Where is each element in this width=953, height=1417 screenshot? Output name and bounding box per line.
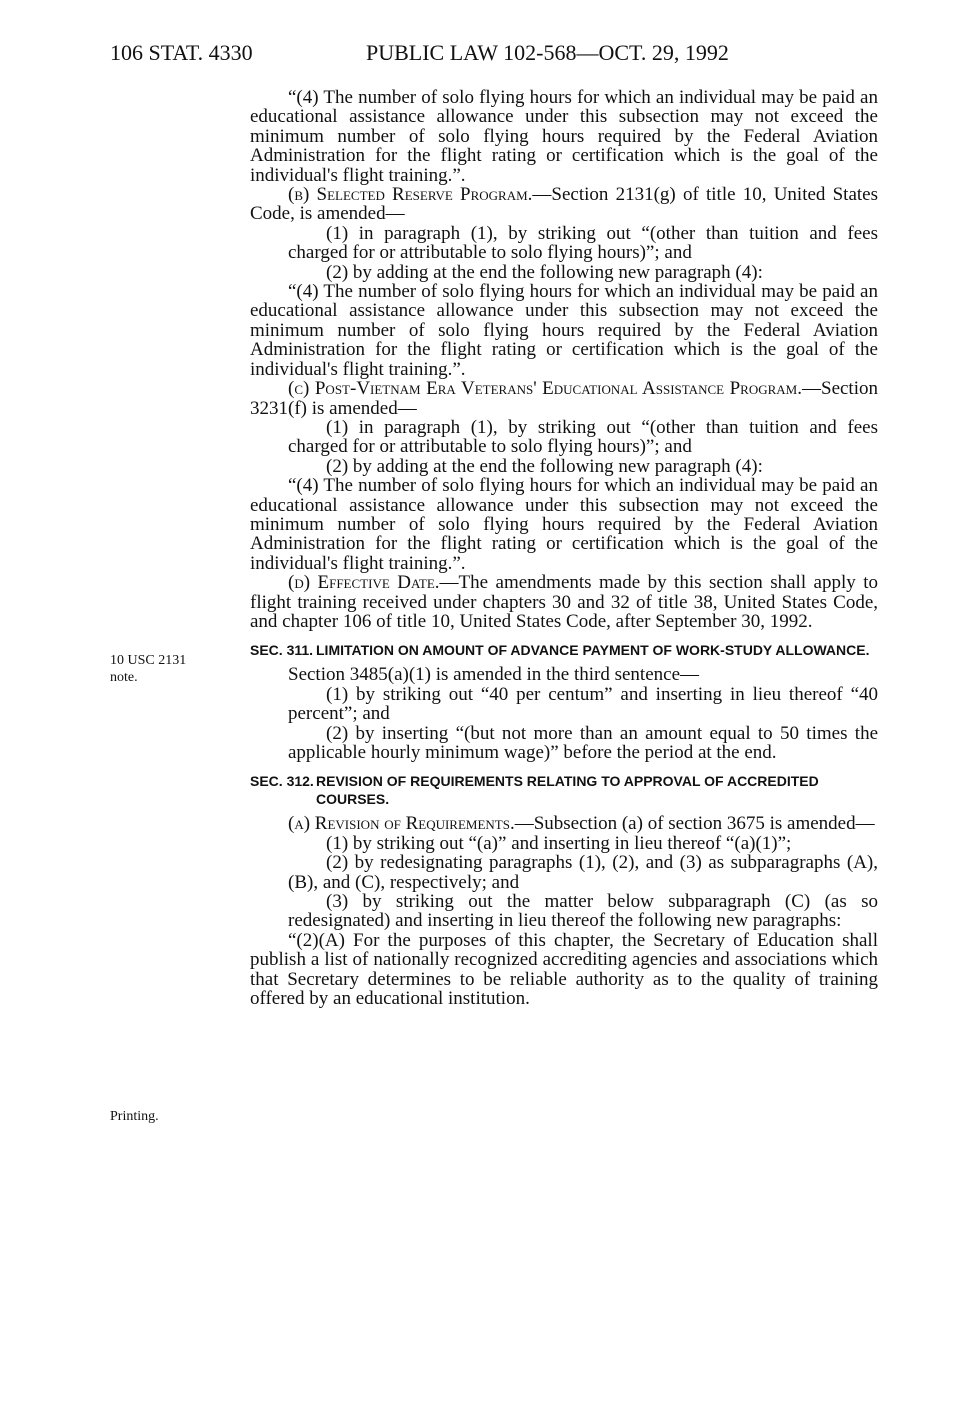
subsection-b-text: —Section 2131(g) of title 10, United States Code, is amended— [250, 184, 878, 225]
subsection-a [250, 814, 878, 833]
section-311-title: LIMITATION ON AMOUNT OF ADVANCE PAYMENT OF WORK-STUDY ALLOWANCE. [316, 642, 870, 659]
subsection-a-item-2: (2) by redesignating paragraphs (1), (2), and (3) as subparagraphs (A), (B), and (C), respectively; and [288, 852, 878, 893]
section-311-number: SEC. 311. [250, 642, 314, 659]
section-311-intro: Section 3485(a)(1) is amended in the third sentence— [288, 664, 700, 686]
subsection-b-quote: “(4) The number of solo flying hours for which an individual may be paid an educational assistance allowance under this subsection may not exceed the minimum number of solo flying hours required by the Federal Aviation Administration for the flight rating or certification which is the goal of the individual's flight training.”. [250, 281, 878, 380]
stat-page-number: 106 STAT. 4330 [110, 40, 253, 65]
subsection-a-heading: (a) Revision of Requirements. [288, 813, 515, 835]
section-312-number: SEC. 312. [250, 773, 314, 790]
margin-note-usc [110, 652, 186, 686]
section-311-item-1: (1) by striking out “40 per centum” and inserting in lieu thereof “40 percent”; and [288, 683, 878, 725]
margin-note-usc-note: note. [110, 670, 138, 685]
public-law-citation: PUBLIC LAW 102-568—OCT. 29, 1992 [366, 40, 729, 65]
subsection-a-quote: “(2)(A) For the purposes of this chapter, the Secretary of Education shall publish a list of nationally recognized accrediting agencies and associations which that Secretary determines to be reliable authority as to the quality of training offered by an educational institution. [250, 929, 878, 1010]
subsection-d-heading: (d) Effective Date. [288, 572, 440, 594]
subsection-c-heading: (c) Post-Vietnam Era Veterans' Educational Assistance Program. [288, 378, 802, 400]
subsection-c-text: —Section 3231(f) is amended— [250, 378, 878, 419]
paragraph-quote-4: “(4) The number of solo flying hours for which an individual may be paid an educational assistance allowance under this subsection may not exceed the minimum number of solo flying hours required by the Federal Aviation Administration for the flight rating or certification which is the goal of the individual's flight training.”. [250, 87, 878, 186]
subsection-c-item-2: (2) by adding at the end the following new paragraph (4): [326, 455, 763, 477]
margin-note-printing: Printing. [110, 1109, 159, 1124]
subsection-c-item-1: (1) in paragraph (1), by striking out “(other than tuition and fees charged for or attributable to solo flying hours)”; and [288, 416, 878, 458]
document-body [250, 88, 878, 1008]
subsection-c-quote: “(4) The number of solo flying hours for which an individual may be paid an educational assistance allowance under this subsection may not exceed the minimum number of solo flying hours required by the Federal Aviation Administration for the flight rating or certification which is the goal of the individual's flight training.”. [250, 475, 878, 574]
section-311-item-2: (2) by inserting “(but not more than an amount equal to 50 times the applicable hourly minimum wage)” before the period at the end. [288, 722, 878, 763]
subsection-c [250, 379, 878, 418]
subsection-a-text: —Subsection (a) of section 3675 is amended— [514, 813, 875, 835]
subsection-b-item-1: (1) in paragraph (1), by striking out “(other than tuition and fees charged for or attributable to solo flying hours)”; and [288, 222, 878, 264]
subsection-b-heading: (b) Selected Reserve Program. [288, 184, 533, 206]
subsection-b-item-2: (2) by adding at the end the following new paragraph (4): [326, 261, 763, 283]
subsection-b [250, 185, 878, 224]
section-312-heading [250, 772, 878, 808]
section-312-title: REVISION OF REQUIREMENTS RELATING TO APPROVAL OF ACCREDITED COURSES. [316, 773, 819, 808]
subsection-a-item-3: (3) by striking out the matter below subparagraph (C) (as so redesignated) and inserting in lieu thereof the following new paragraphs: [288, 891, 878, 932]
margin-note-usc-ref: 10 USC 2131 [110, 653, 187, 668]
subsection-d [250, 573, 878, 631]
subsection-a-item-1: (1) by striking out “(a)” and inserting in lieu thereof “(a)(1)”; [326, 832, 792, 854]
section-311-heading [250, 641, 878, 659]
subsection-d-text: —The amendments made by this section shall apply to flight training received under chapters 30 and 32 of title 38, United States Code, and chapter 106 of title 10, United States Code, after September 30, 1992. [250, 572, 879, 632]
